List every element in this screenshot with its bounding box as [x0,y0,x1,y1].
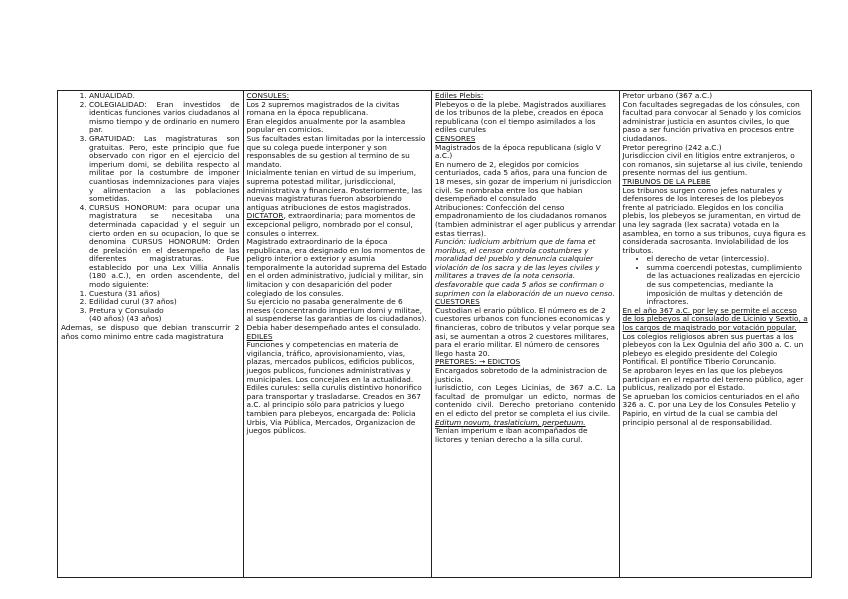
cuestores-p6: Custodian el erario público. El número es de 2 cuestores urbanos con funciones economicas y financieras, cobro de tributos y velar porque sea asi, se aumentan a otros 2 cuestores militares, para el erario militar. El número de censores llego hasta 20. [435,305,615,358]
cursus-ages: (40 años) (43 años) [89,314,162,324]
principles-list [61,92,240,290]
pretor-urbano-p1: Con facultades segregadas de los cónsules, con facultad para convocar al Senado y los comicios administrar justicia en asuntos civiles, lo que paso a ser función privativa en procesos entre ciudadanos. [622,99,801,143]
principle-gratuidad: 3. GRATUIDAD: Las magistraturas son gratuitas. Pero, este principio que fue observado con rigor en el ejercicio del imperium domi, se debilita respecto al militae por la costumbre de imponer cuantiosas indemnizaciones para viajes y alimentacion a las poblaciones sometidas. [89,135,240,204]
ediles-heading: EDILES [246,331,273,341]
column-pretor-tribunos [619,91,811,577]
tribunos-p4: En el año 367 a.C. por ley se permite el acceso de los plebeyos al consulado de Licinio y Sextio, a los cargos de magistrado por votación popular. [622,305,808,333]
principle-anualidad: 1. ANUALIDAD. [89,92,240,101]
cursus-pretura: 3. Pretura y Consulado [89,307,240,316]
censores-p3: En numero de 2, elegidos por comicios centuriados, cada 5 años, para una funcion de 18 meses, sin gozar de imperium ni jurisdiccion civil. Se nombraba entre los que habian desempeñado el consulado [435,159,612,204]
ediles-plebis-p1: Plebeyos o de la plebe. Magistrados auxiliares de los tribunos de la plebe, creados en época republicana (con el tiempo asimilados a los ediles curules [435,99,606,135]
dictator-line [247,212,429,238]
cursus-cuestura: 1. Cuestura (31 años) [89,290,240,299]
principle-cursus-honorum: 4. CURSUS HONORUM: para ocupar una magistratura se necesitaba una determinada capacidad y el seguir un cierto orden en su ocupacion, lo que se denomina CURSUS HONORUM: Orden de prelación en el desempeño de las diferentes magistraturas. Fue establecido por una Lex Villia Annalis (180 a.C.), en orden ascendente, del modo siguiente: [89,204,240,290]
consules-heading: CONSULES: [246,91,290,100]
pretor-peregrino-heading: Pretor peregrino (242 a.C.) [622,142,722,152]
dictator-p6: Su ejercicio no pasaba generalmente de 6 meses (concentrando imperium domi y militae, al suspenderse las garantias de los ciudadanos). [246,297,427,324]
tribunos-p3: Los tribunos surgen como jefes naturales y defensores de los intereses de los plebeyos frente al patriciado. Elegidos en los concilia plebis, los plebeyos se juramentan, en virtud de una ley sagrada (lex sacrata) votada en la asamblea, en torno a sus tribunos, cuya figura es considerada sacrosanta. Inviolabilidad de los tributos. [622,185,806,255]
column-ediles-censores [431,91,619,577]
dictator-p7: Debia haber desempeñado antes el consulado. [246,323,421,333]
censores-p5: Función: iudicium arbitrium que de fama et moribus, el censor controla costumbres y moralidad del pueblo y denuncia cualquier violación de los sacra y de las leyes civiles y militares a traves de la nota censoria. desfavorable que cada 5 años se confirman o suprimen con la elaboración de un nuevo censo. [435,237,615,298]
power-coercendi: • summa coercendi potestas, cumplimiento de las actuaciones realizadas en ejercicio de sus competencias, mediante la imposición de multas y detención de infractores. [647,264,808,307]
pretor-urbano-heading: Pretor urbano (367 a.C.) [622,91,713,100]
magistraturas-table [57,90,812,578]
ediles-plebis-heading: Ediles Plebis: [435,91,484,100]
cursus-edilidad: 2. Edilidad curul (37 años) [89,298,240,307]
tribunos-powers [623,255,808,307]
pretor-peregrino-p2: Jurisdiccion civil en litigios entre extranjeros, o con romanos, sin sujetarse al ius civile, teniendo presente normas del ius gentium. [622,151,803,178]
censores-p4: Atribuciones: Confección del censo empadronamiento de los ciudadanos romanos (tambien administrar el ager publicus y arrendar estas tierras). [435,202,616,238]
dictator-tail: , extraordinaria; para momentos de excepcional peligro, nombrado por el consul, consules o interrex. [246,211,416,238]
pretores-heading: PRETORES: → EDICTOS [435,357,521,367]
consules-p4: Inicialmente tenian en virtud de su imperium, suprema potestad militar, jurisdiccional, administrativa y financiera. Posteriormente, las nuevas magistraturas fueron absorbiendo antiguas atribuciones de estos magistrados. [246,168,422,212]
cuestores-heading: CUESTORES [435,297,480,307]
pretores-p9: Editum novum, traslaticium, perpetuum. [435,417,586,427]
col1-footer: Ademas, se dispuso que debian transcurrir 2 años como minimo entre cada magistratura [61,323,240,341]
tribunos-p7: Se aprueban los comicios centuriados en el año 326 a. C. por una Ley de los Consules Petelio y Papirio, en virtud de la cual se cambia del principio personal al de responsabilidad. [622,391,800,427]
pretores-p8: Iurisdictio, con Leges Licinias, de 367 a.C. La facultad de promulgar un edicto, normas de contenido civil. Derecho pretoriano contenido en el edicto del pretor se completa el ius civile. [435,383,616,418]
principle-colegialidad: 2. COLEGIALIDAD: Eran investidos de identicas funciones varios ciudadanos al mismo tiempo y de ordinario en numero par. [89,101,240,135]
cursus-list [61,290,240,316]
tribunos-p6: Se aprobaron leyes en las que los plebeyos participan en el reparto del terreno público, ager publicus, realizado por el Estado. [622,366,804,393]
pretores-p7: Encargados sobretodo de la administracion de justicia. [435,366,607,384]
consules-p2: Eran elegidos anualmente por la asamblea popular en comicios. [246,116,406,135]
ediles-p9: Ediles curules: sella curulis distintivo honorifico para transportar y trasladarse. Creados en 367 a.C. al principio sólo para patricios y luego tambien para plebeyos, encargada de: Policia Urbis, Via Pública, Mercados, Organizacion de juegos públicos. [246,383,422,436]
power-veto: • el derecho de vetar (intercessio). [647,255,808,264]
column-consules [243,91,432,577]
censores-heading: CENSORES [435,133,476,143]
consules-p1: Los 2 supremos magistrados de la civitas romana en la época republicana. [246,99,400,118]
tribunos-heading: TRIBUNOS DE LA PLEBE [622,176,711,186]
ediles-p8: Funciones y competencias en materia de vigilancia, tráfico, aprovisionamiento, vias, plazas, mercados publicos, edificios publicos, juegos publicos, funciones administrativas y municipales. Los concejales en la actualidad. [246,340,415,384]
column-principles [58,91,243,577]
pretores-p10: Tenian imperium e iban acompañados de lictores y tenian derecho a la silla curul. [435,426,588,444]
dictator-heading: DICTATOR [246,211,284,221]
dictator-p5: Magistrado extraordinario de la época republicana, era designado en los momentos de peligro interior o exterior y asumia temporalmente la autoridad suprema del Estado en el orden administrativo, judicial y militar, sin limitacion y con desaparición del poder colegiado de los consules. [246,237,427,298]
tribunos-p5: Los colegios religiosos abren sus puertas a los plebeyos con la Lex Ogulnia del año 300 a. C. un plebeyo es elegido presidente del Colegio Pontifical. El pontífice Tiberio Coruncanio. [622,331,804,367]
consules-p3: Sus facultades estan limitadas por la intercessio que su colega puede interponer y son responsables de su gestion al termino de su mandato. [246,133,426,169]
censores-p2: Magistrados de la época republicana (siglo V a.C.) [435,142,601,161]
